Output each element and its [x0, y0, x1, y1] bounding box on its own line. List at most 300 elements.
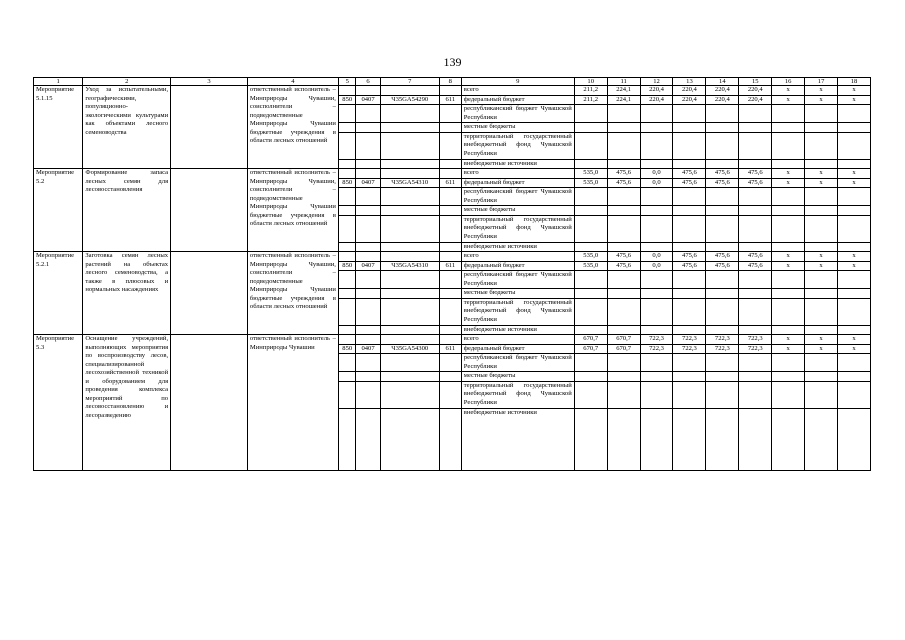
code-cell [356, 289, 380, 299]
source-cell: внебюджетные источники [461, 325, 574, 335]
value-cell: x [838, 95, 871, 105]
source-cell: федеральный бюджет [461, 178, 574, 188]
value-cell: 475,6 [739, 252, 772, 262]
code-cell [338, 354, 356, 372]
value-cell: 220,4 [739, 95, 772, 105]
value-cell: 722,3 [673, 344, 706, 354]
source-cell: местные бюджеты [461, 372, 574, 382]
value-cell [574, 159, 607, 169]
source-cell: внебюджетные источники [461, 242, 574, 252]
code-cell [338, 215, 356, 242]
value-cell [739, 123, 772, 133]
value-cell: x [805, 169, 838, 179]
value-cell [673, 298, 706, 325]
code-cell [380, 335, 439, 345]
header-cell: 17 [805, 78, 838, 86]
executor-cell: ответственный исполнитель – Минприроды Чувашии [247, 335, 338, 471]
source-cell: территориальный государственный внебюджетный фонд Чувашской Республики [461, 132, 574, 159]
value-cell: x [805, 86, 838, 96]
value-cell [673, 372, 706, 382]
value-cell: x [805, 335, 838, 345]
value-cell [805, 298, 838, 325]
code-cell [380, 408, 439, 470]
value-cell: x [838, 344, 871, 354]
code-cell: 0407 [356, 95, 380, 105]
value-cell [607, 242, 640, 252]
value-cell: x [805, 252, 838, 262]
value-cell: 220,4 [673, 95, 706, 105]
value-cell: 475,6 [673, 178, 706, 188]
value-cell: 535,0 [574, 252, 607, 262]
value-cell: 211,2 [574, 95, 607, 105]
code-cell [380, 242, 439, 252]
value-cell: x [772, 86, 805, 96]
code-cell [356, 169, 380, 179]
value-cell [739, 159, 772, 169]
code-cell [338, 242, 356, 252]
code-cell [356, 354, 380, 372]
value-cell [607, 381, 640, 408]
code-cell: 611 [439, 261, 461, 271]
source-cell: территориальный государственный внебюджетный фонд Чувашской Республики [461, 381, 574, 408]
value-cell: x [805, 95, 838, 105]
executor-cell: ответственный исполнитель – Минприроды Чувашии, соисполнители – подведомственные Минприроды Чувашии бюджетные учреждения в области лесных отношений [247, 86, 338, 169]
code-cell [338, 372, 356, 382]
value-cell: 535,0 [574, 169, 607, 179]
value-cell [805, 325, 838, 335]
measure-name: Оснащение учреждений, выполняющих мероприятия по воспроизводству лесов, специализированной лесохозяйственной техникой и оборудованием для проведения комплекса мероприятий по лесовосстановлению и лесоразведению [83, 335, 171, 471]
value-cell [739, 354, 772, 372]
value-cell [574, 408, 607, 470]
code-cell [380, 252, 439, 262]
value-cell [640, 372, 673, 382]
header-cell: 11 [607, 78, 640, 86]
source-cell: местные бюджеты [461, 289, 574, 299]
value-cell [673, 159, 706, 169]
value-cell: 220,4 [640, 95, 673, 105]
table-row [34, 335, 871, 345]
value-cell [739, 132, 772, 159]
source-cell: республиканский бюджет Чувашской Республики [461, 354, 574, 372]
value-cell [706, 408, 739, 470]
value-cell: 0,0 [640, 169, 673, 179]
value-cell [772, 372, 805, 382]
code-cell: 850 [338, 261, 356, 271]
value-cell: 475,6 [673, 169, 706, 179]
value-cell [706, 215, 739, 242]
col3-cell [171, 335, 248, 471]
code-cell [439, 215, 461, 242]
value-cell: 220,4 [673, 86, 706, 96]
value-cell [574, 215, 607, 242]
code-cell: Ч35GA54300 [380, 344, 439, 354]
value-cell: x [838, 252, 871, 262]
measure-number: Мероприятие 5.2.1 [34, 252, 83, 335]
value-cell [706, 242, 739, 252]
value-cell [574, 242, 607, 252]
value-cell: 475,6 [739, 169, 772, 179]
header-cell: 13 [673, 78, 706, 86]
source-cell: республиканский бюджет Чувашской Республики [461, 105, 574, 123]
header-cell: 3 [171, 78, 248, 86]
value-cell [772, 206, 805, 216]
value-cell [805, 289, 838, 299]
code-cell [338, 252, 356, 262]
value-cell: 0,0 [640, 178, 673, 188]
value-cell [838, 206, 871, 216]
source-cell: внебюджетные источники [461, 159, 574, 169]
value-cell [805, 132, 838, 159]
measure-number: Мероприятие 5.2 [34, 169, 83, 252]
code-cell [380, 123, 439, 133]
value-cell [805, 206, 838, 216]
code-cell [439, 159, 461, 169]
value-cell [706, 372, 739, 382]
header-cell: 5 [338, 78, 356, 86]
value-cell [805, 372, 838, 382]
code-cell [439, 325, 461, 335]
header-cell: 7 [380, 78, 439, 86]
code-cell [338, 132, 356, 159]
code-cell [439, 408, 461, 470]
value-cell: 722,3 [739, 335, 772, 345]
value-cell: 475,6 [673, 252, 706, 262]
code-cell [356, 188, 380, 206]
code-cell [380, 132, 439, 159]
value-cell: x [772, 335, 805, 345]
source-cell: федеральный бюджет [461, 95, 574, 105]
value-cell: 475,6 [739, 261, 772, 271]
value-cell: x [772, 344, 805, 354]
source-cell: территориальный государственный внебюджетный фонд Чувашской Республики [461, 298, 574, 325]
value-cell: x [772, 178, 805, 188]
source-cell: республиканский бюджет Чувашской Республики [461, 271, 574, 289]
value-cell: 220,4 [640, 86, 673, 96]
value-cell: 475,6 [607, 252, 640, 262]
value-cell [838, 271, 871, 289]
value-cell [739, 188, 772, 206]
source-cell: федеральный бюджет [461, 261, 574, 271]
value-cell: x [772, 169, 805, 179]
value-cell [673, 408, 706, 470]
code-cell [439, 169, 461, 179]
value-cell [640, 242, 673, 252]
header-cell: 12 [640, 78, 673, 86]
value-cell [574, 271, 607, 289]
value-cell [706, 188, 739, 206]
code-cell [439, 289, 461, 299]
value-cell [607, 206, 640, 216]
source-cell: федеральный бюджет [461, 344, 574, 354]
value-cell [838, 105, 871, 123]
value-cell [673, 123, 706, 133]
value-cell [640, 105, 673, 123]
code-cell [439, 132, 461, 159]
code-cell: 0407 [356, 178, 380, 188]
code-cell: 850 [338, 95, 356, 105]
value-cell [607, 289, 640, 299]
source-cell: республиканский бюджет Чувашской Республики [461, 188, 574, 206]
code-cell [356, 206, 380, 216]
code-cell: 0407 [356, 344, 380, 354]
value-cell: 0,0 [640, 261, 673, 271]
code-cell [338, 289, 356, 299]
measure-number: Мероприятие 5.1.15 [34, 86, 83, 169]
value-cell [739, 298, 772, 325]
code-cell [356, 372, 380, 382]
value-cell: 475,6 [706, 261, 739, 271]
source-cell: всего [461, 169, 574, 179]
value-cell [838, 325, 871, 335]
code-cell [380, 105, 439, 123]
value-cell: 535,0 [574, 178, 607, 188]
value-cell [640, 215, 673, 242]
header-cell: 18 [838, 78, 871, 86]
code-cell: Ч35GA54290 [380, 95, 439, 105]
code-cell [338, 159, 356, 169]
value-cell [805, 242, 838, 252]
code-cell [338, 169, 356, 179]
code-cell [380, 169, 439, 179]
value-cell [772, 123, 805, 133]
value-cell [739, 381, 772, 408]
code-cell [338, 86, 356, 96]
value-cell [838, 408, 871, 470]
value-cell: 475,6 [706, 252, 739, 262]
value-cell [772, 132, 805, 159]
executor-cell: ответственный исполнитель – Минприроды Чувашии, соисполнители – подведомственные Минприроды Чувашии бюджетные учреждения в области лесных отношений [247, 169, 338, 252]
value-cell [607, 159, 640, 169]
value-cell [673, 381, 706, 408]
value-cell [640, 289, 673, 299]
code-cell: Ч35GA54310 [380, 261, 439, 271]
value-cell [607, 325, 640, 335]
value-cell [838, 354, 871, 372]
value-cell: 535,0 [574, 261, 607, 271]
source-cell: территориальный государственный внебюджетный фонд Чувашской Республики [461, 215, 574, 242]
value-cell [838, 215, 871, 242]
value-cell [574, 325, 607, 335]
value-cell [607, 105, 640, 123]
value-cell [838, 159, 871, 169]
source-cell: всего [461, 252, 574, 262]
value-cell: x [838, 178, 871, 188]
value-cell [805, 159, 838, 169]
header-cell: 2 [83, 78, 171, 86]
code-cell [439, 354, 461, 372]
value-cell: 722,3 [640, 344, 673, 354]
value-cell [574, 188, 607, 206]
value-cell: x [805, 261, 838, 271]
code-cell [380, 372, 439, 382]
code-cell [356, 242, 380, 252]
value-cell: 220,4 [706, 86, 739, 96]
value-cell [838, 123, 871, 133]
value-cell [706, 354, 739, 372]
table-row [34, 86, 871, 96]
value-cell [772, 408, 805, 470]
code-cell [338, 271, 356, 289]
header-cell: 10 [574, 78, 607, 86]
code-cell [338, 335, 356, 345]
value-cell [574, 381, 607, 408]
value-cell [772, 159, 805, 169]
value-cell [706, 105, 739, 123]
value-cell [706, 159, 739, 169]
code-cell [356, 159, 380, 169]
code-cell: 611 [439, 344, 461, 354]
value-cell: x [772, 252, 805, 262]
col3-cell [171, 252, 248, 335]
code-cell [439, 86, 461, 96]
code-cell [380, 325, 439, 335]
value-cell [805, 123, 838, 133]
code-cell [338, 206, 356, 216]
value-cell [805, 271, 838, 289]
code-cell [380, 381, 439, 408]
value-cell: x [805, 344, 838, 354]
value-cell [706, 132, 739, 159]
header-cell: 6 [356, 78, 380, 86]
code-cell [439, 381, 461, 408]
value-cell [838, 289, 871, 299]
value-cell [706, 206, 739, 216]
code-cell [338, 408, 356, 470]
measure-name: Уход за испытательными, географическими, популяционно-экологическими культурами как объектами лесного семеноводства [83, 86, 171, 169]
value-cell [706, 123, 739, 133]
code-cell [439, 188, 461, 206]
value-cell [673, 354, 706, 372]
code-cell [356, 215, 380, 242]
value-cell [772, 381, 805, 408]
code-cell [338, 381, 356, 408]
code-cell [380, 289, 439, 299]
value-cell [574, 123, 607, 133]
value-cell: x [838, 261, 871, 271]
code-cell [439, 206, 461, 216]
source-cell: внебюджетные источники [461, 408, 574, 470]
program-table [33, 77, 871, 471]
code-cell [439, 105, 461, 123]
code-cell [380, 159, 439, 169]
code-cell [356, 335, 380, 345]
value-cell [772, 188, 805, 206]
value-cell [838, 242, 871, 252]
value-cell [706, 289, 739, 299]
value-cell [772, 105, 805, 123]
value-cell [805, 381, 838, 408]
value-cell [673, 215, 706, 242]
code-cell: 0407 [356, 261, 380, 271]
value-cell [772, 325, 805, 335]
value-cell [640, 206, 673, 216]
value-cell [607, 123, 640, 133]
value-cell: 475,6 [673, 261, 706, 271]
value-cell [739, 215, 772, 242]
value-cell [607, 372, 640, 382]
value-cell: 224,1 [607, 95, 640, 105]
value-cell [574, 132, 607, 159]
code-cell [338, 188, 356, 206]
value-cell [640, 408, 673, 470]
code-cell [338, 325, 356, 335]
header-cell: 9 [461, 78, 574, 86]
code-cell [356, 252, 380, 262]
value-cell [607, 298, 640, 325]
code-cell [439, 123, 461, 133]
value-cell: x [838, 169, 871, 179]
table-row [34, 169, 871, 179]
code-cell [380, 354, 439, 372]
value-cell [574, 372, 607, 382]
value-cell: 670,7 [607, 335, 640, 345]
code-cell [439, 242, 461, 252]
value-cell [739, 105, 772, 123]
value-cell [838, 298, 871, 325]
value-cell: x [805, 178, 838, 188]
value-cell [772, 354, 805, 372]
value-cell: x [772, 261, 805, 271]
value-cell [574, 289, 607, 299]
value-cell [607, 188, 640, 206]
code-cell [439, 372, 461, 382]
value-cell: 722,3 [706, 335, 739, 345]
value-cell [640, 298, 673, 325]
value-cell [739, 372, 772, 382]
code-cell [356, 298, 380, 325]
code-cell [356, 105, 380, 123]
value-cell: 670,7 [574, 335, 607, 345]
value-cell [673, 132, 706, 159]
source-cell: всего [461, 335, 574, 345]
value-cell [640, 159, 673, 169]
code-cell [356, 123, 380, 133]
value-cell [607, 408, 640, 470]
value-cell [838, 381, 871, 408]
value-cell: x [838, 86, 871, 96]
value-cell [805, 354, 838, 372]
value-cell [640, 132, 673, 159]
value-cell: 722,3 [706, 344, 739, 354]
value-cell: 211,2 [574, 86, 607, 96]
executor-cell: ответственный исполнитель – Минприроды Чувашии, соисполнители – подведомственные Минприроды Чувашии бюджетные учреждения в области лесных отношений [247, 252, 338, 335]
value-cell [739, 206, 772, 216]
header-row [34, 78, 871, 86]
col3-cell [171, 86, 248, 169]
table-row [34, 252, 871, 262]
code-cell [380, 188, 439, 206]
code-cell [338, 123, 356, 133]
code-cell [380, 271, 439, 289]
header-cell: 4 [247, 78, 338, 86]
value-cell [673, 271, 706, 289]
code-cell: 611 [439, 95, 461, 105]
value-cell: 0,0 [640, 252, 673, 262]
value-cell: 475,6 [706, 178, 739, 188]
value-cell [574, 206, 607, 216]
value-cell [640, 188, 673, 206]
value-cell [673, 325, 706, 335]
code-cell [356, 271, 380, 289]
code-cell [338, 105, 356, 123]
header-cell: 8 [439, 78, 461, 86]
value-cell [673, 206, 706, 216]
value-cell [739, 289, 772, 299]
code-cell: 850 [338, 344, 356, 354]
value-cell: 475,6 [607, 261, 640, 271]
page-number: 139 [443, 55, 462, 69]
code-cell [439, 298, 461, 325]
